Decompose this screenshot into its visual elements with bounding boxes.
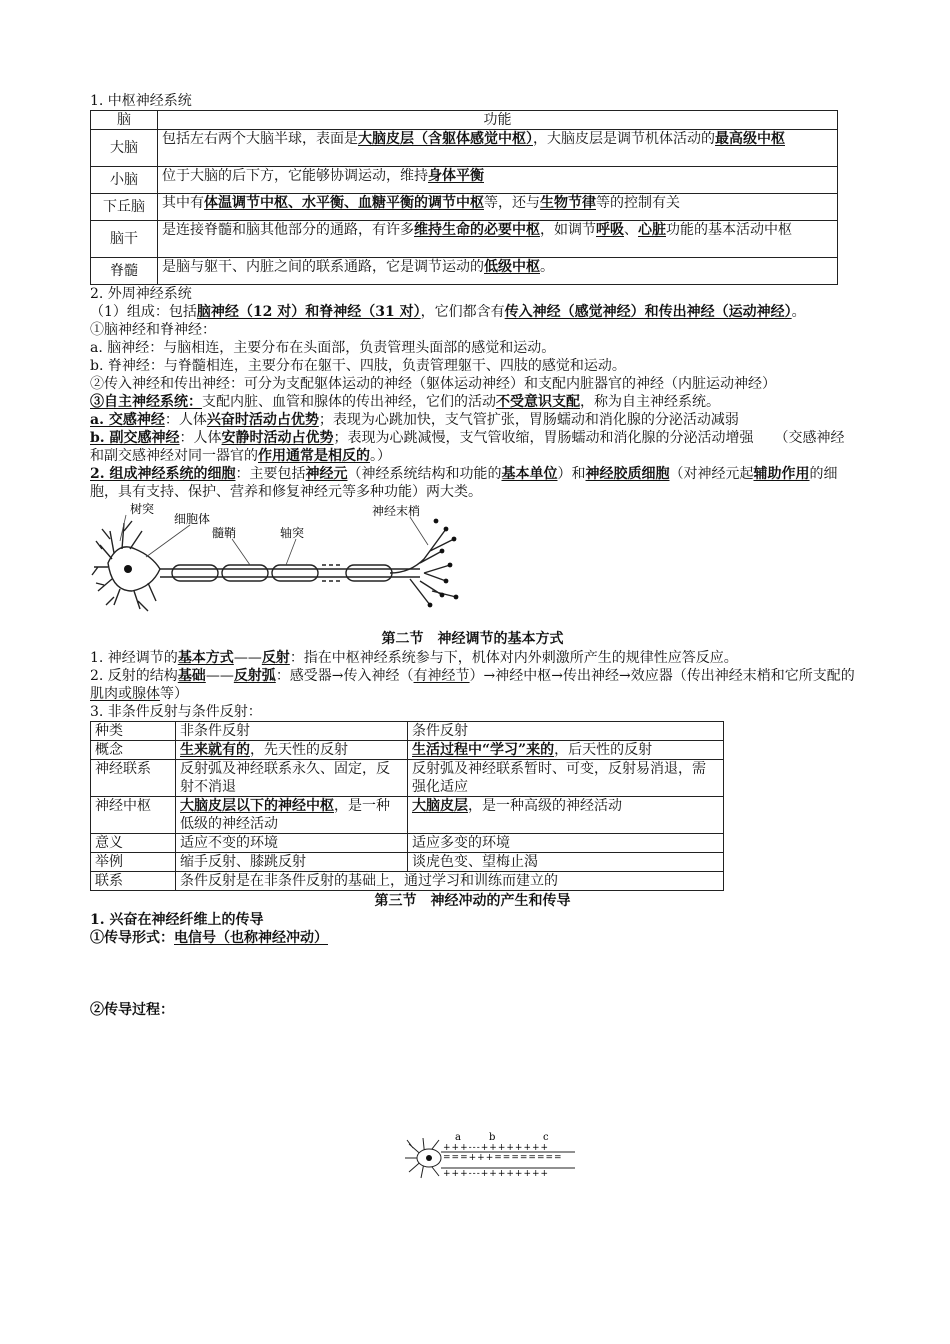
label-b: b: [489, 1132, 496, 1143]
label-axon: 轴突: [280, 526, 305, 540]
header-cell: 非条件反射: [176, 722, 408, 741]
paragraph: ②传入神经和传出神经：可分为支配躯体运动的神经（躯体运动神经）和支配内脏器官的神经（内脏运动神经）: [90, 376, 776, 392]
label-dendrite: 树突: [130, 502, 155, 516]
cell: 反射弧及神经联系暂时、可变，反射易消退，需强化适应: [408, 760, 724, 797]
table-row: [91, 760, 724, 797]
paragraph: （1）组成：包括脑神经（12 对）和脊神经（31 对），它们都含有传入神经（感觉神经）和传出神经（运动神经）。: [90, 304, 806, 320]
reflex-table: [90, 721, 724, 891]
cell: 条件反射是在非条件反射的基础上，通过学习和训练而建立的: [176, 872, 724, 891]
cell: 生活过程中“学习”来的，后天性的反射: [408, 741, 724, 760]
label-a: a: [455, 1132, 461, 1143]
row-label: 概念: [91, 741, 176, 760]
svg-text:===+++========: ===+++========: [443, 1153, 563, 1163]
paragraph: 2. 反射的结构基础——反射弧：感受器→传入神经（有神经节）→神经中枢→传出神经→效应器（传出神经末梢和它所支配的肌肉或腺体等）: [90, 668, 855, 702]
table-row: [91, 834, 724, 853]
row-content: 是脑与躯干、内脏之间的联系通路，它是调节运动的低级中枢。: [158, 258, 838, 285]
row-label: 脊髓: [91, 258, 158, 285]
paragraph: a. 交感神经：人体兴奋时活动占优势；表现为心跳加快，支气管扩张，胃肠蠕动和消化腺的分泌活动减弱: [90, 412, 739, 428]
section-heading: 第三节 神经冲动的产生和传导: [374, 893, 571, 909]
paragraph: ③自主神经系统：支配内脏、血管和腺体的传出神经，它们的活动不受意识支配，称为自主神经系统。: [90, 394, 720, 410]
row-content: 位于大脑的后下方，它能够协调运动，维持身体平衡: [158, 167, 838, 194]
svg-text:+++---++++++++: +++---++++++++: [443, 1169, 550, 1179]
table-row: [91, 194, 838, 221]
header-cell: 种类: [91, 722, 176, 741]
row-content: 是连接脊髓和脑其他部分的通路，有许多维持生命的必要中枢，如调节呼吸、心脏功能的基本活动中枢: [158, 221, 838, 258]
soma-shape: [108, 547, 160, 591]
row-label: 举例: [91, 853, 176, 872]
section-heading: 第二节 神经调节的基本方式: [381, 631, 564, 647]
label-myelin: 髓鞘: [212, 526, 237, 540]
paragraph: 1. 神经调节的基本方式——反射：指在中枢神经系统参与下，机体对内外刺激所产生的规律性应答反应。: [90, 650, 738, 666]
conduction-diagram: [395, 1132, 595, 1182]
cell: 适应多变的环境: [408, 834, 724, 853]
header-cell: 脑: [91, 111, 158, 130]
cell: 缩手反射、膝跳反射: [176, 853, 408, 872]
cell: 大脑皮层，是一种高级的神经活动: [408, 797, 724, 834]
label-terminal: 神经末梢: [372, 504, 421, 518]
row-label: 大脑: [91, 130, 158, 167]
header-cell: 功能: [158, 111, 838, 130]
paragraph: a. 脑神经：与脑相连，主要分布在头面部，负责管理头面部的感觉和运动。: [90, 340, 556, 356]
table-row: [91, 130, 838, 167]
paragraph: ①脑神经和脊神经：: [90, 322, 216, 338]
row-content: 其中有体温调节中枢、水平衡、血糖平衡的调节中枢等，还与生物节律等的控制有关: [158, 194, 838, 221]
table-row: [91, 221, 838, 258]
row-content: 包括左右两个大脑半球，表面是大脑皮层（含躯体感觉中枢），大脑皮层是调节机体活动的最高级中枢: [158, 130, 838, 167]
cell: 谈虎色变、望梅止渴: [408, 853, 724, 872]
row-label: 脑干: [91, 221, 158, 258]
paragraph: b. 副交感神经：人体安静时活动占优势；表现为心跳减慢，支气管收缩，胃肠蠕动和消化腺的分泌活动增强 （交感神经和副交感神经对同一器官的作用通常是相反的。）: [90, 430, 845, 464]
row-label: 下丘脑: [91, 194, 158, 221]
paragraph: b. 脊神经：与脊髓相连，主要分布在躯干、四肢，负责管理躯干、四肢的感觉和运动。: [90, 358, 626, 374]
cns-table: [90, 110, 838, 285]
table-row: [91, 258, 838, 285]
section-title: 1. 中枢神经系统: [90, 93, 192, 109]
row-label: 意义: [91, 834, 176, 853]
neuron-diagram: [90, 501, 470, 629]
cell: 反射弧及神经联系永久、固定，反射不消退: [176, 760, 408, 797]
document-page: [90, 92, 855, 1179]
table-row: [91, 853, 724, 872]
row-label: 小脑: [91, 167, 158, 194]
table-row: [91, 741, 724, 760]
cell: 大脑皮层以下的神经中枢，是一种低级的神经活动: [176, 797, 408, 834]
svg-text:+++---++++++++: +++---++++++++: [443, 1143, 550, 1153]
label-soma: 细胞体: [174, 512, 211, 526]
table-header-row: [91, 111, 838, 130]
cell: 生来就有的，先天性的反射: [176, 741, 408, 760]
paragraph: 3. 非条件反射与条件反射：: [90, 704, 262, 720]
table-row: [91, 872, 724, 891]
section-title: 2. 外周神经系统: [90, 286, 192, 302]
nucleus: [124, 565, 132, 573]
paragraph: 2. 组成神经系统的细胞：主要包括神经元（神经系统结构和功能的基本单位）和神经胶质细胞（对神经元起辅助作用的细胞，具有支持、保护、营养和修复神经元等多种功能）两大类。: [90, 466, 838, 500]
paragraph: ②传导过程：: [90, 1002, 174, 1018]
label-c: c: [543, 1132, 549, 1143]
table-header-row: [91, 722, 724, 741]
row-label: 神经联系: [91, 760, 176, 797]
cell: 适应不变的环境: [176, 834, 408, 853]
paragraph: 1. 兴奋在神经纤维上的传导: [90, 912, 264, 928]
row-label: 神经中枢: [91, 797, 176, 834]
header-cell: 条件反射: [408, 722, 724, 741]
paragraph: ①传导形式：电信号（也称神经冲动）: [90, 930, 328, 946]
table-row: [91, 797, 724, 834]
row-label: 联系: [91, 872, 176, 891]
table-row: [91, 167, 838, 194]
